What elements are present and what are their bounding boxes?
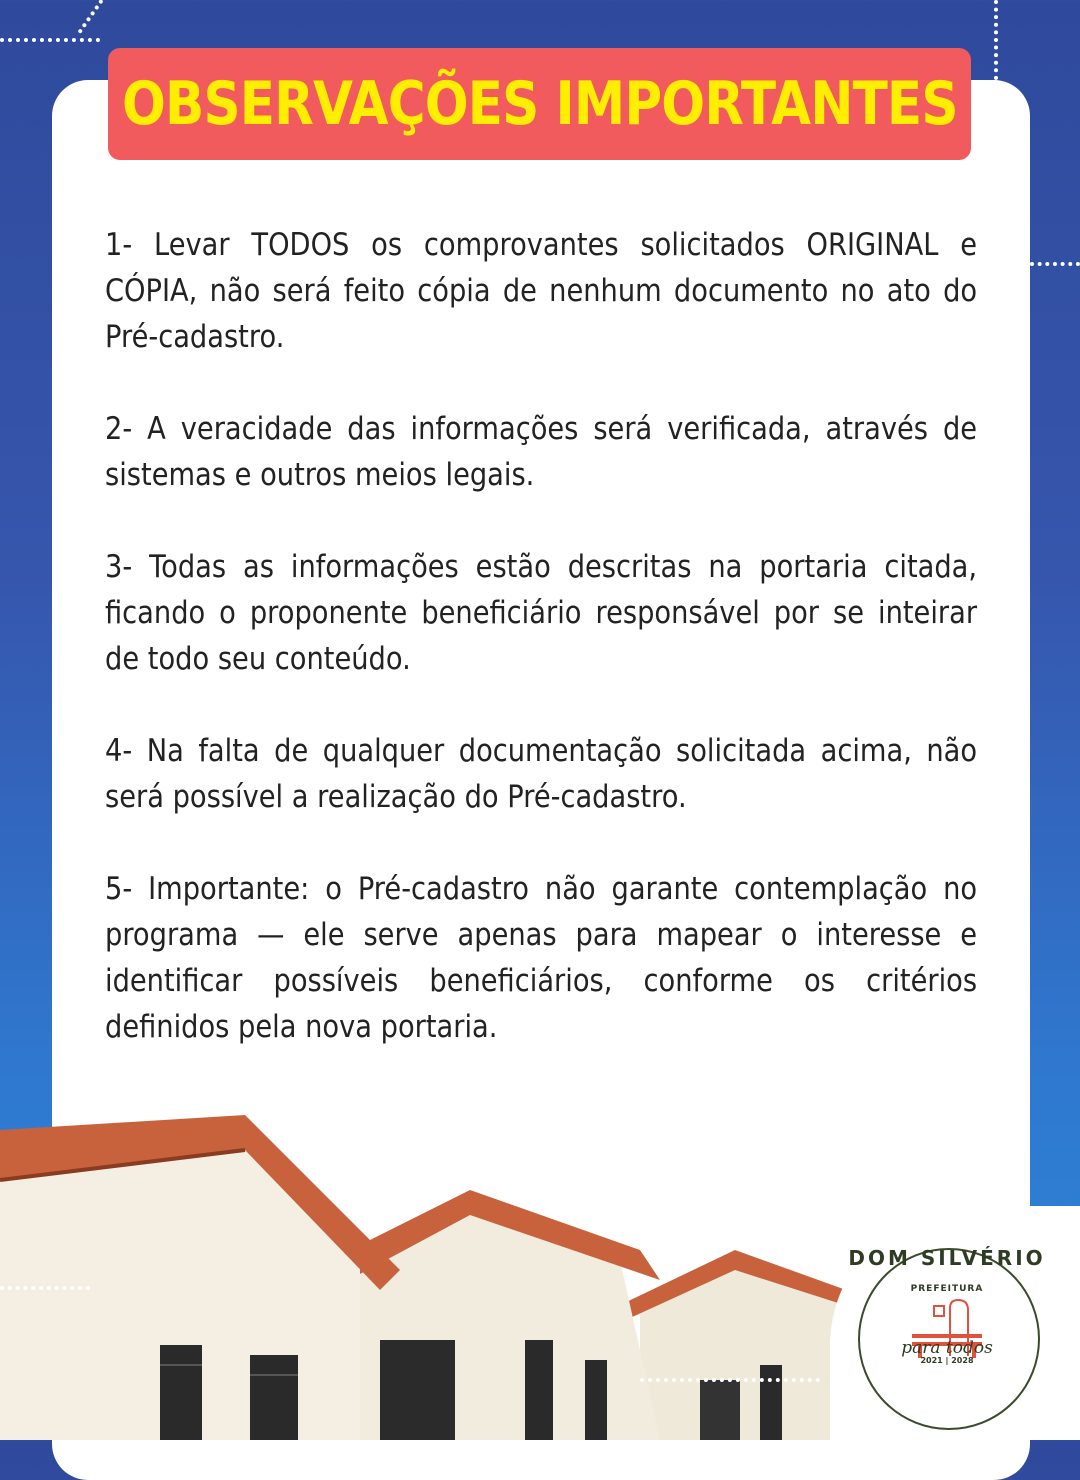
observation-item-5: 5- Importante: o Pré-cadastro não garante contemplação no programa — ele serve apenas para mapear o interesse e identificar possíveis beneficiários, conforme os critérios definidos pela nova portaria. [105, 871, 978, 1045]
observation-item-2: 2- A veracidade das informações será verificada, através de sistemas e outros meios legais. [105, 411, 978, 493]
observation-item-4: 4- Na falta de qualquer documentação solicitada acima, não será possível a realização do Pré-cadastro. [105, 733, 978, 815]
house-front [0, 1115, 400, 1440]
observation-item-3: 3- Todas as informações estão descritas na portaria citada, ficando o proponente beneficiário responsável por se inteirar de todo seu conteúdo. [105, 549, 978, 677]
title-banner [108, 48, 971, 160]
logo-name: DOM SILVÉRIO [848, 1246, 1046, 1270]
house-middle [330, 1190, 660, 1440]
decorative-dots-bottom-left [0, 1286, 90, 1290]
decorative-dots-top-left-diagonal [77, 0, 103, 34]
logo-tagline: para todos [901, 1338, 993, 1358]
observation-item-1: 1- Levar TODOS os comprovantes solicitados ORIGINAL e CÓPIA, não será feito cópia de nenhum documento no ato do Pré-cadastro. [105, 227, 978, 355]
decorative-dots-top-left [0, 38, 100, 42]
logo-subtitle: PREFEITURA [910, 1284, 984, 1294]
observations-list [105, 222, 977, 1096]
decorative-dots-right [1030, 262, 1080, 266]
decorative-dots-bottom-middle [640, 1378, 820, 1382]
houses-illustration [0, 1110, 860, 1440]
page-title: OBSERVAÇÕES IMPORTANTES [121, 69, 958, 139]
logo-years: 2021 | 2028 [920, 1356, 974, 1365]
decorative-dots-top-right [994, 0, 998, 80]
